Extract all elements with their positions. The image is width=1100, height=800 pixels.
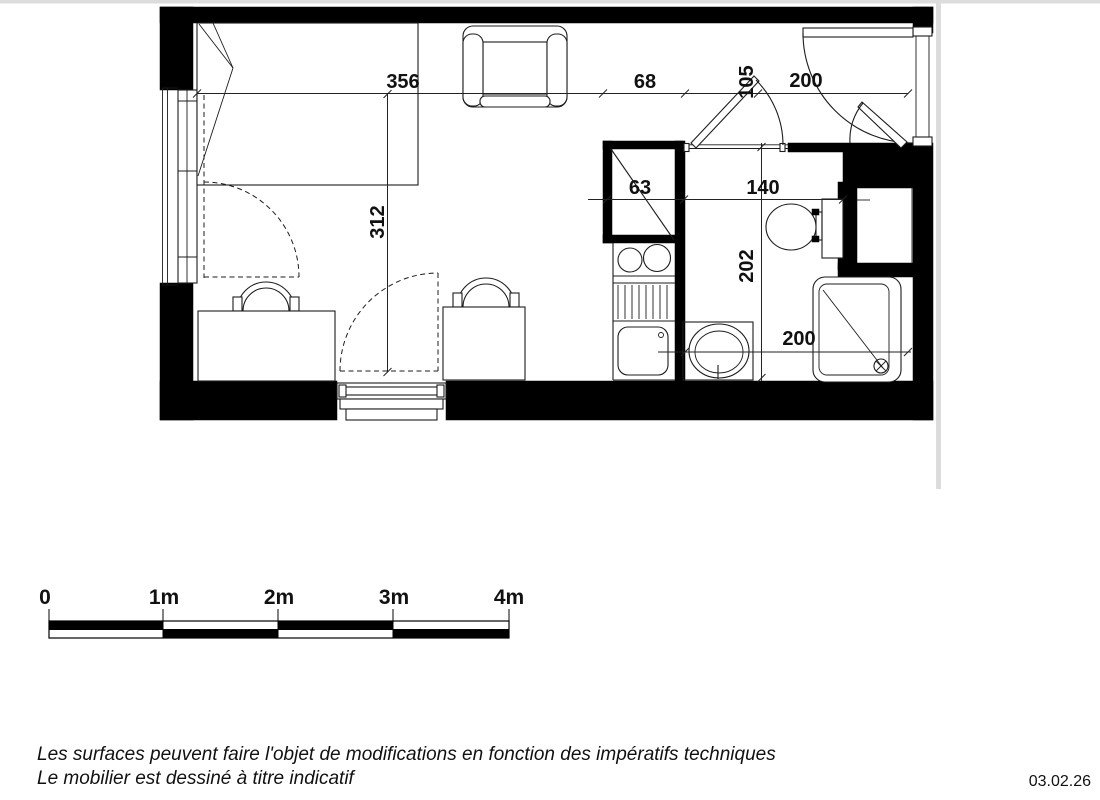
dimension-labels [367, 65, 823, 350]
scale-label: 4m [493, 586, 525, 609]
dim-label: 63 [628, 177, 652, 199]
desk [198, 282, 335, 381]
step [346, 409, 437, 420]
shower [813, 277, 901, 382]
door-swing-arc [756, 80, 783, 145]
dim-label: 200 [789, 70, 823, 92]
desk [443, 278, 525, 380]
dim-label: 200 [782, 328, 816, 350]
note-line: Le mobilier est dessiné à titre indicatif [37, 768, 354, 789]
page-top-edge [0, 0, 1100, 4]
dim-label: 140 [746, 177, 780, 199]
door-leaf [858, 102, 907, 148]
scale-label: 2m [263, 586, 295, 609]
left-window [162, 88, 197, 285]
dim-label: 202 [736, 249, 758, 283]
dim-label: 356 [386, 71, 420, 93]
kitchen-vent-grill [613, 283, 675, 321]
scale-label: 0 [39, 586, 51, 609]
french-window [337, 273, 446, 420]
step [340, 399, 443, 409]
dim-label: 312 [367, 205, 389, 239]
armchair [463, 26, 567, 107]
page-right-edge [936, 0, 941, 489]
scale-bar [39, 586, 524, 638]
faucet [659, 333, 664, 338]
date-stamp: 03.02.26 [1028, 773, 1091, 790]
duct-shaft [857, 188, 912, 263]
kitchenette [613, 243, 675, 380]
notes [37, 744, 776, 789]
washbasin [683, 322, 753, 380]
door-leaf [803, 28, 913, 37]
toilet-tank [822, 199, 843, 258]
note-line: Les surfaces peuvent faire l'objet de modifications en fonction des impératifs techniques [37, 744, 776, 765]
scale-label: 3m [378, 586, 410, 609]
burner [618, 248, 642, 272]
toilet-bowl [766, 204, 816, 250]
dim-label: 105 [736, 65, 758, 99]
burner [644, 245, 671, 272]
bed [197, 23, 418, 185]
toilet [766, 199, 843, 258]
kitchen-sink [618, 327, 668, 375]
scale-label: 1m [148, 586, 180, 609]
dim-label: 68 [633, 71, 657, 93]
